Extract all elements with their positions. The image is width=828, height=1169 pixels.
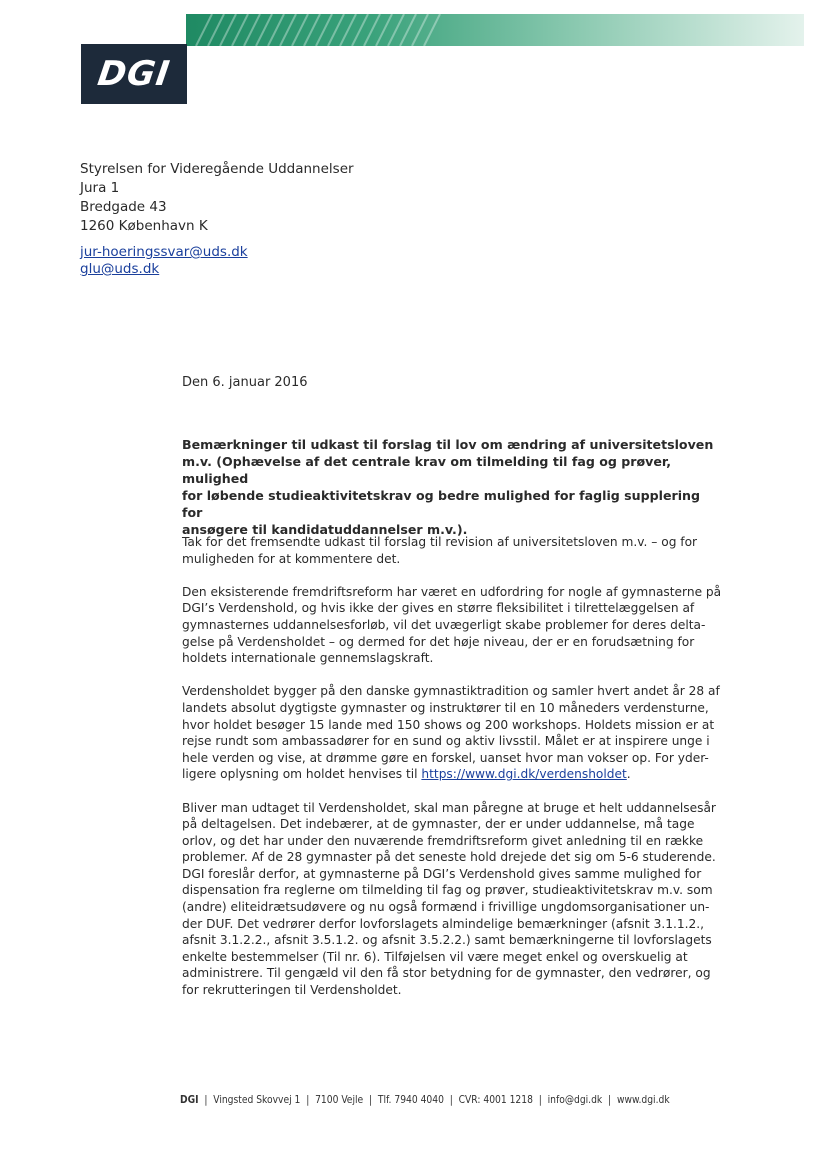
footer-contact-info: | Vingsted Skovvej 1 | 7100 Vejle | Tlf. 7940 4040 | CVR: 4001 1218 | info@dgi.dk | www.dgi.dk: [198, 1095, 670, 1106]
body-line: orlov, og det har under den nuværende fremdriftsreform givet anledning til en række: [182, 833, 704, 848]
body-line-with-link: [182, 766, 722, 783]
body-line: rejse rundt som ambassadører for en sund og aktiv livsstil. Målet er at inspirere unge i: [182, 734, 710, 749]
body-line: Den eksisterende fremdriftsreform har været en udfordring for nogle af gymnasterne på: [182, 584, 722, 599]
body-line: Bliver man udtaget til Verdensholdet, skal man påregne at bruge et helt uddannelsesår: [182, 800, 716, 815]
address-line: Styrelsen for Videregående Uddannelser: [80, 161, 354, 177]
body-line: dispensation fra reglerne om tilmelding til fag og prøver, studieaktivitetskrav m.v. som: [182, 883, 713, 898]
subject-line: m.v. (Ophævelse af det centrale krav om tilmelding til fag og prøver, mulighed: [182, 454, 672, 486]
address-line: Bredgade 43: [80, 199, 167, 215]
body-line: afsnit 3.1.2.2., afsnit 3.5.1.2. og afsnit 3.5.2.2.) samt bemærkningerne til lovforslagets: [182, 933, 712, 948]
letter-body: [182, 534, 722, 1015]
letter-date: Den 6. januar 2016: [182, 375, 308, 390]
recipient-emails: [80, 244, 248, 278]
header-green-band: [186, 14, 804, 46]
body-line: hvor holdet besøger 15 lande med 150 shows og 200 workshops. Holdets mission er at: [182, 717, 715, 732]
body-line: muligheden for at kommentere det.: [182, 551, 401, 566]
paragraph: [182, 683, 722, 783]
body-line: gelse på Verdensholdet – og dermed for det høje niveau, der er en forudsætning for: [182, 634, 695, 649]
body-line: Tak for det fremsendte udkast til forslag til revision af universitetsloven m.v. – og for: [182, 535, 698, 549]
body-line: DGI foreslår derfor, at gymnasterne på DGI’s Verdenshold gives samme mulighed for: [182, 866, 702, 881]
body-line: DGI’s Verdenshold, og hvis ikke der gives en større fleksibilitet i tilrettelæggelsen af: [182, 601, 695, 616]
header-stripes-decoration: [186, 14, 804, 46]
dgi-logo: [81, 44, 187, 104]
body-line: landets absolut dygtigste gymnaster og instruktører til en 10 måneders verdensturne,: [182, 700, 709, 715]
link-suffix-text: .: [626, 767, 631, 782]
logo-text: DGI: [95, 54, 173, 94]
body-line: holdets internationale gennemslagskraft.: [182, 651, 434, 666]
body-line: gymnasternes uddannelsesforløb, vil det uvægerligt skabe problemer for deres delta-: [182, 617, 706, 632]
body-line: administrere. Til gengæld vil den få stor betydning for de gymnaster, den vedrører, og: [182, 966, 711, 981]
paragraph: [182, 584, 722, 667]
body-line: Verdensholdet bygger på den danske gymnastiktradition og samler hvert andet år 28 af: [182, 684, 720, 699]
address-line: Jura 1: [80, 180, 120, 196]
body-line: hele verden og vise, at drømme gøre en forskel, uanset hvor man vokser op. For yder-: [182, 750, 709, 765]
recipient-address: [80, 160, 354, 236]
body-line: problemer. Af de 28 gymnaster på det seneste hold drejede det sig om 5-6 studerende.: [182, 850, 716, 865]
letter-footer: [180, 1095, 700, 1106]
subject-line: Bemærkninger til udkast til forslag til lov om ændring af universitetsloven: [182, 437, 714, 452]
email-link[interactable]: jur-hoeringssvar@uds.dk: [80, 244, 248, 260]
paragraph: [182, 800, 722, 999]
body-line: for rekrutteringen til Verdensholdet.: [182, 983, 402, 998]
link-prefix-text: ligere oplysning om holdet henvises til: [182, 767, 422, 782]
body-line: på deltagelsen. Det indebærer, at de gymnaster, der er under uddannelse, må tage: [182, 817, 695, 832]
verdensholdet-link[interactable]: https://www.dgi.dk/verdensholdet: [421, 767, 627, 782]
body-line: (andre) eliteidrætsudøvere og nu også formænd i frivillige ungdomsorganisationer un-: [182, 900, 710, 915]
email-link[interactable]: glu@uds.dk: [80, 261, 160, 277]
subject-line: for løbende studieaktivitetskrav og bedre mulighed for faglig supplering for: [182, 488, 701, 520]
footer-brand: DGI: [180, 1095, 199, 1106]
body-line: enkelte bestemmelser (Til nr. 6). Tilføjelsen vil være meget enkel og overskuelig at: [182, 949, 688, 964]
subject-line: ansøgere til kandidatuddannelser m.v.).: [182, 522, 468, 537]
paragraph: [182, 534, 722, 567]
body-line: der DUF. Det vedrører derfor lovforslagets almindelige bemærkninger (afsnit 3.1.1.2.,: [182, 916, 704, 931]
letter-subject: [182, 436, 722, 538]
address-line: 1260 København K: [80, 218, 208, 234]
